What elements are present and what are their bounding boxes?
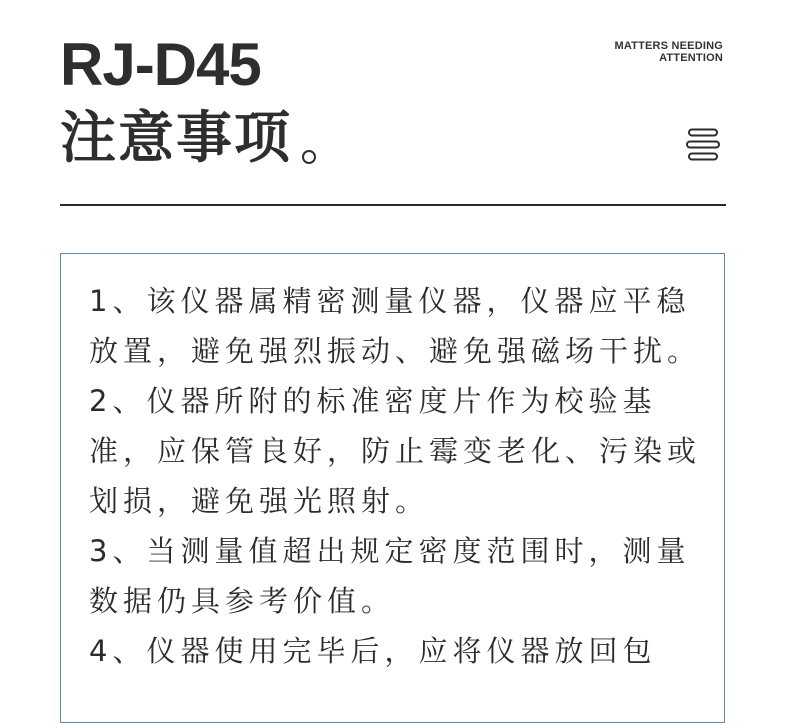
notice-box — [60, 253, 725, 723]
subtitle-line-1: MATTERS NEEDING — [614, 40, 723, 52]
title-dot-icon — [302, 150, 316, 164]
page-title: 注意事项 — [60, 106, 292, 171]
english-subtitle — [614, 40, 723, 64]
subtitle-line-2: ATTENTION — [659, 52, 723, 64]
model-number: RJ-D45 — [60, 31, 261, 98]
notice-item-1: 1、该仪器属精密测量仪器，仪器应平稳放置，避免强烈振动、避免强磁场干扰。 — [89, 284, 702, 368]
notice-item-2: 2、仪器所附的标准密度片作为校验基准，应保管良好，防止霉变老化、污染或划损，避免强光照射。 — [89, 384, 702, 518]
header-divider — [60, 204, 726, 206]
notice-item-3: 3、当测量值超出规定密度范围时，测量数据仍具参考价值。 — [89, 534, 691, 618]
title-row — [60, 102, 316, 172]
notice-list — [89, 276, 709, 676]
menu-lines-icon — [686, 128, 720, 162]
notice-item-4: 4、仪器使用完毕后，应将仪器放回包 — [89, 634, 657, 668]
